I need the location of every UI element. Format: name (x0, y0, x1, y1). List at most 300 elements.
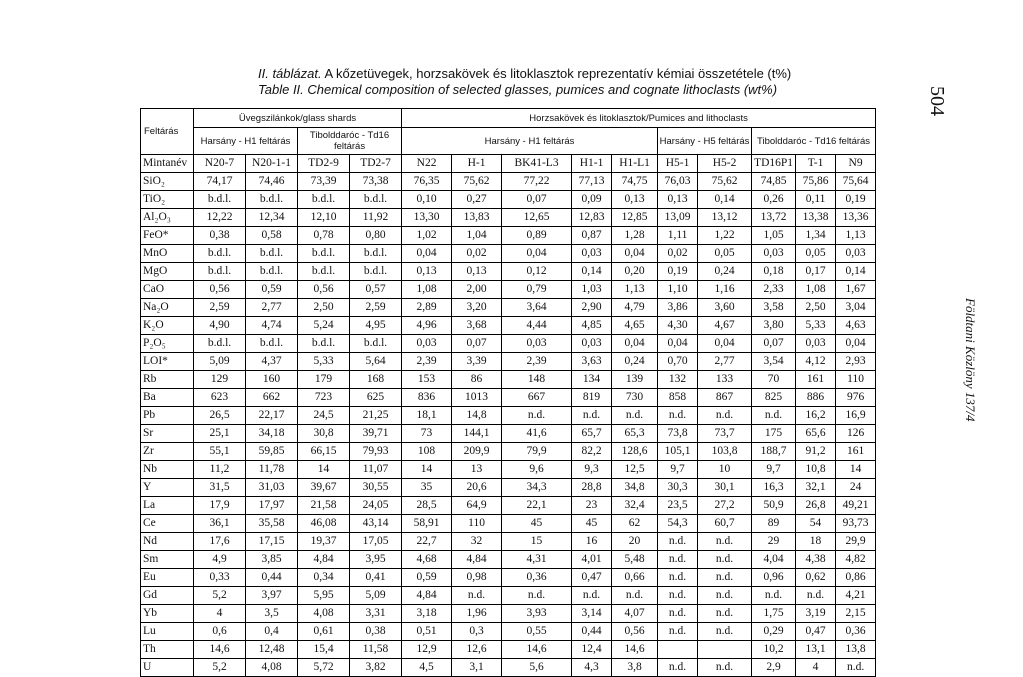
table-cell: 10,2 (752, 641, 796, 659)
table-cell: n.d. (698, 569, 752, 587)
row-label: Na₂O (141, 299, 194, 317)
table-cell: 3,80 (752, 317, 796, 335)
table-cell: 0,13 (658, 191, 698, 209)
table-cell: 12,83 (572, 209, 612, 227)
table-cell: 730 (612, 389, 658, 407)
sample-name-cell: BK41-L3 (502, 155, 572, 173)
table-cell: 0,33 (194, 569, 246, 587)
row-label: Ce (141, 515, 194, 533)
group-header-glass: Üvegszilánkok/glass shards (194, 109, 402, 128)
table-cell: 662 (246, 389, 298, 407)
row-label: MgO (141, 263, 194, 281)
table-cell: 0,04 (658, 335, 698, 353)
table-cell: 0,20 (612, 263, 658, 281)
table-cell: 4 (796, 659, 836, 677)
table-cell: 5,24 (298, 317, 350, 335)
table-cell: 105,1 (658, 443, 698, 461)
table-cell: 5,33 (796, 317, 836, 335)
table-cell: 0,38 (194, 227, 246, 245)
table-cell: 4,84 (402, 587, 452, 605)
locality-header: Harsány - H1 feltárás (402, 128, 658, 155)
table-row (141, 389, 876, 407)
table-cell: 73,7 (698, 425, 752, 443)
table-cell: b.d.l. (194, 335, 246, 353)
table-cell: 3,18 (402, 605, 452, 623)
table-cell: 2,50 (298, 299, 350, 317)
table-cell: 4,12 (796, 353, 836, 371)
table-cell: 2,93 (836, 353, 876, 371)
table-cell: 3,68 (452, 317, 502, 335)
table-row (141, 227, 876, 245)
row-label: Sm (141, 551, 194, 569)
table-cell: 34,18 (246, 425, 298, 443)
row-label: Lu (141, 623, 194, 641)
row-label: Nb (141, 461, 194, 479)
table-cell: 4,84 (452, 551, 502, 569)
table-cell: 77,22 (502, 173, 572, 191)
row-label: Nd (141, 533, 194, 551)
table-cell: 0,05 (698, 245, 752, 263)
table-cell: 26,5 (194, 407, 246, 425)
caption-english: Table II. Chemical composition of selected glasses, pumices and cognate lithoclasts (wt%) (258, 82, 778, 97)
row-label: Rb (141, 371, 194, 389)
table-cell: 1,08 (402, 281, 452, 299)
table-cell: 32,1 (796, 479, 836, 497)
table-cell: 12,4 (572, 641, 612, 659)
table-cell: 13,72 (752, 209, 796, 227)
table-cell: 0,51 (402, 623, 452, 641)
table-cell: 103,8 (698, 443, 752, 461)
table-cell: n.d. (752, 407, 796, 425)
table-cell: 9,6 (502, 461, 572, 479)
table-cell: b.d.l. (246, 191, 298, 209)
table-cell: 29,9 (836, 533, 876, 551)
table-cell: 13 (452, 461, 502, 479)
page-number: 504 (926, 86, 948, 116)
table-cell: 16,9 (836, 407, 876, 425)
table-cell: 74,46 (246, 173, 298, 191)
table-cell: 4,67 (698, 317, 752, 335)
table-cell: 2,90 (572, 299, 612, 317)
table-cell: 73 (402, 425, 452, 443)
table-caption (258, 66, 791, 98)
sample-name-cell: H1-1 (572, 155, 612, 173)
row-label: Y (141, 479, 194, 497)
table-cell: 73,8 (658, 425, 698, 443)
table-cell: 4,01 (572, 551, 612, 569)
table-cell: 110 (836, 371, 876, 389)
table-cell: 836 (402, 389, 452, 407)
table-cell: 13,12 (698, 209, 752, 227)
table-cell: 13,1 (796, 641, 836, 659)
table-cell: 5,48 (612, 551, 658, 569)
table-cell: n.d. (658, 533, 698, 551)
table-cell: 4,95 (350, 317, 402, 335)
table-cell: 82,2 (572, 443, 612, 461)
table-row (141, 587, 876, 605)
table-cell: 1,16 (698, 281, 752, 299)
table-cell: b.d.l. (350, 245, 402, 263)
row-label: Yb (141, 605, 194, 623)
table-cell: 168 (350, 371, 402, 389)
table-cell: 31,5 (194, 479, 246, 497)
table-cell: 58,91 (402, 515, 452, 533)
table-cell: 0,27 (452, 191, 502, 209)
table-cell: 4,63 (836, 317, 876, 335)
table-cell: 30,1 (698, 479, 752, 497)
caption-title-hu: A kőzetüvegek, horzsakövek és litoklasztok reprezentatív kémiai összetétele (t%) (321, 66, 792, 81)
table-cell: 0,36 (836, 623, 876, 641)
table-cell: 75,64 (836, 173, 876, 191)
table-cell: 30,8 (298, 425, 350, 443)
table-cell: 867 (698, 389, 752, 407)
table-cell: 153 (402, 371, 452, 389)
table-cell: 0,57 (350, 281, 402, 299)
table-cell: 3,5 (246, 605, 298, 623)
table-cell: 24 (836, 479, 876, 497)
table-row (141, 479, 876, 497)
table-cell: 3,85 (246, 551, 298, 569)
table-cell: 144,1 (452, 425, 502, 443)
table-cell: 1,34 (796, 227, 836, 245)
table-cell: 12,65 (502, 209, 572, 227)
table-cell: n.d. (658, 587, 698, 605)
table-cell: 34,8 (612, 479, 658, 497)
table-cell: 1,03 (572, 281, 612, 299)
table-cell: n.d. (658, 407, 698, 425)
table-row (141, 371, 876, 389)
table-cell: 4,65 (612, 317, 658, 335)
table-cell: 4,5 (402, 659, 452, 677)
journal-running-title: Földtani Közlöny 137/4 (963, 298, 978, 422)
table-cell (658, 641, 698, 659)
table-cell: n.d. (658, 623, 698, 641)
table-cell: 43,14 (350, 515, 402, 533)
table-cell: 0,6 (194, 623, 246, 641)
table-cell: 30,55 (350, 479, 402, 497)
table-cell: 14 (836, 461, 876, 479)
table-cell: 16,3 (752, 479, 796, 497)
row-label: P₂O₅ (141, 335, 194, 353)
table-row (141, 515, 876, 533)
table-cell: 2,33 (752, 281, 796, 299)
table-cell: b.d.l. (298, 245, 350, 263)
table-cell: 54 (796, 515, 836, 533)
table-row (141, 659, 876, 677)
table-cell: 17,9 (194, 497, 246, 515)
table-cell: 20,6 (452, 479, 502, 497)
table-cell: 16,2 (796, 407, 836, 425)
row-label: Eu (141, 569, 194, 587)
table-cell: 161 (796, 371, 836, 389)
table-cell: 3,54 (752, 353, 796, 371)
table-row (141, 317, 876, 335)
sample-name-cell: N20-7 (194, 155, 246, 173)
table-cell: 2,15 (836, 605, 876, 623)
row-label: Sr (141, 425, 194, 443)
row-label: SiO₂ (141, 173, 194, 191)
locality-header: Harsány - H5 feltárás (658, 128, 752, 155)
locality-header: Harsány - H1 feltárás (194, 128, 298, 155)
row-label: FeO* (141, 227, 194, 245)
sample-name-cell: T-1 (796, 155, 836, 173)
table-cell: 5,09 (350, 587, 402, 605)
group-header-pumice: Horzsakövek és litoklasztok/Pumices and lithoclasts (402, 109, 876, 128)
table-row (141, 173, 876, 191)
table-cell: 4,30 (658, 317, 698, 335)
row-label: La (141, 497, 194, 515)
table-cell: b.d.l. (246, 245, 298, 263)
table-cell: 65,6 (796, 425, 836, 443)
table-cell: 3,14 (572, 605, 612, 623)
table-cell: 3,82 (350, 659, 402, 677)
table-cell: 0,03 (502, 335, 572, 353)
table-cell: 5,64 (350, 353, 402, 371)
feltaras-label: Feltárás (141, 109, 194, 155)
table-cell: b.d.l. (194, 191, 246, 209)
table-cell: b.d.l. (350, 191, 402, 209)
table-cell: 86 (452, 371, 502, 389)
table-cell: 12,48 (246, 641, 298, 659)
sample-name-cell: TD2-7 (350, 155, 402, 173)
table-cell: 5,2 (194, 659, 246, 677)
table-cell: 0,70 (658, 353, 698, 371)
table-cell: 19,37 (298, 533, 350, 551)
locality-header: Tibolddaróc - Td16 feltárás (752, 128, 876, 155)
table-cell: 41,6 (502, 425, 572, 443)
table-cell: 110 (452, 515, 502, 533)
table-cell: 9,7 (752, 461, 796, 479)
table-cell: 15 (502, 533, 572, 551)
table-cell: 3,93 (502, 605, 572, 623)
table-cell: 73,39 (298, 173, 350, 191)
table-cell: 59,85 (246, 443, 298, 461)
table-cell: 1,28 (612, 227, 658, 245)
table-cell: 819 (572, 389, 612, 407)
table-cell: n.d. (752, 587, 796, 605)
table-cell: 20 (612, 533, 658, 551)
table-cell: 29 (752, 533, 796, 551)
table-cell: 0,78 (298, 227, 350, 245)
table-cell: 129 (194, 371, 246, 389)
table-cell: b.d.l. (350, 335, 402, 353)
table-cell: 32 (452, 533, 502, 551)
table-cell: 22,17 (246, 407, 298, 425)
table-cell: n.d. (572, 407, 612, 425)
table-cell: 0,10 (402, 191, 452, 209)
table-cell: 0,56 (612, 623, 658, 641)
table-cell (698, 641, 752, 659)
table-cell: 91,2 (796, 443, 836, 461)
table-cell: n.d. (658, 551, 698, 569)
table-cell: 5,72 (298, 659, 350, 677)
table-cell: 31,03 (246, 479, 298, 497)
table-cell: 108 (402, 443, 452, 461)
row-label: Ba (141, 389, 194, 407)
sample-name-row (141, 155, 876, 173)
table-cell: b.d.l. (298, 335, 350, 353)
table-cell: n.d. (698, 659, 752, 677)
table-cell: n.d. (658, 659, 698, 677)
table-cell: 3,64 (502, 299, 572, 317)
table-cell: 11,2 (194, 461, 246, 479)
composition-table (140, 108, 876, 677)
table-cell: 0,02 (452, 245, 502, 263)
table-cell: 0,62 (796, 569, 836, 587)
table-cell: 1,13 (612, 281, 658, 299)
header-locality-row (141, 128, 876, 155)
table-cell: 22,7 (402, 533, 452, 551)
table-row (141, 461, 876, 479)
table-cell: 0,34 (298, 569, 350, 587)
table-cell: 4,90 (194, 317, 246, 335)
table-cell: n.d. (658, 569, 698, 587)
table-cell: 17,05 (350, 533, 402, 551)
table-cell: 13,36 (836, 209, 876, 227)
table-cell: 0,59 (246, 281, 298, 299)
table-cell: 4,9 (194, 551, 246, 569)
table-row (141, 551, 876, 569)
table-cell: 73,38 (350, 173, 402, 191)
table-row (141, 407, 876, 425)
table-cell: 4,31 (502, 551, 572, 569)
table-cell: 2,39 (402, 353, 452, 371)
table-cell: 0,96 (752, 569, 796, 587)
row-label: CaO (141, 281, 194, 299)
table-cell: 25,1 (194, 425, 246, 443)
table-cell: 34,3 (502, 479, 572, 497)
header-group-row (141, 109, 876, 128)
table-cell: 46,08 (298, 515, 350, 533)
sample-name-cell: N22 (402, 155, 452, 173)
table-cell: 4,74 (246, 317, 298, 335)
table-cell: 0,13 (452, 263, 502, 281)
table-row (141, 533, 876, 551)
table-cell: 28,8 (572, 479, 612, 497)
table-cell: 5,95 (298, 587, 350, 605)
table-cell: 26,8 (796, 497, 836, 515)
table-cell: 0,80 (350, 227, 402, 245)
table-row (141, 245, 876, 263)
table-cell: 1,04 (452, 227, 502, 245)
table-cell: 0,13 (402, 263, 452, 281)
table-cell: n.d. (572, 587, 612, 605)
table-cell: 18,1 (402, 407, 452, 425)
table-cell: 65,3 (612, 425, 658, 443)
table-cell: 179 (298, 371, 350, 389)
table-cell: 0,12 (502, 263, 572, 281)
table-cell: 3,86 (658, 299, 698, 317)
table-cell: 1,75 (752, 605, 796, 623)
table-cell: n.d. (452, 587, 502, 605)
table-cell: 18 (796, 533, 836, 551)
table-cell: 75,62 (698, 173, 752, 191)
row-label: TiO₂ (141, 191, 194, 209)
table-cell: 39,67 (298, 479, 350, 497)
table-cell: 0,29 (752, 623, 796, 641)
table-cell: 12,10 (298, 209, 350, 227)
table-cell: 825 (752, 389, 796, 407)
row-label: LOI* (141, 353, 194, 371)
table-cell: 1,96 (452, 605, 502, 623)
table-cell: 13,83 (452, 209, 502, 227)
table-cell: 2,9 (752, 659, 796, 677)
table-cell: 2,77 (698, 353, 752, 371)
table-cell: 126 (836, 425, 876, 443)
table-cell: 128,6 (612, 443, 658, 461)
table-cell: 0,36 (502, 569, 572, 587)
table-cell: 0,56 (298, 281, 350, 299)
sample-name-cell: H5-2 (698, 155, 752, 173)
table-cell: 17,15 (246, 533, 298, 551)
sample-name-cell: H1-L1 (612, 155, 658, 173)
table-cell: 11,07 (350, 461, 402, 479)
row-label: K₂O (141, 317, 194, 335)
table-cell: 0,58 (246, 227, 298, 245)
table-cell: 49,21 (836, 497, 876, 515)
table-cell: 0,11 (796, 191, 836, 209)
table-cell: 30,3 (658, 479, 698, 497)
table-cell: 0,41 (350, 569, 402, 587)
table-cell: 0,24 (698, 263, 752, 281)
table-cell: 12,22 (194, 209, 246, 227)
table-cell: n.d. (796, 587, 836, 605)
table-cell: 0,04 (836, 335, 876, 353)
table-cell: 0,87 (572, 227, 612, 245)
table-cell: 625 (350, 389, 402, 407)
table-cell: 3,60 (698, 299, 752, 317)
table-cell: 13,30 (402, 209, 452, 227)
table-cell: 66,15 (298, 443, 350, 461)
table-cell: 12,6 (452, 641, 502, 659)
table-cell: 0,55 (502, 623, 572, 641)
table-row (141, 443, 876, 461)
table-cell: 4,08 (298, 605, 350, 623)
table-cell: 3,95 (350, 551, 402, 569)
table-cell: 12,5 (612, 461, 658, 479)
table-cell: 0,02 (658, 245, 698, 263)
table-cell: 11,58 (350, 641, 402, 659)
table-cell: 0,03 (402, 335, 452, 353)
table-cell: 0,24 (612, 353, 658, 371)
table-cell: 0,3 (452, 623, 502, 641)
sample-name-cell: H5-1 (658, 155, 698, 173)
table-cell: 89 (752, 515, 796, 533)
table-cell: 77,13 (572, 173, 612, 191)
table-cell: 54,3 (658, 515, 698, 533)
table-cell: 2,00 (452, 281, 502, 299)
table-row (141, 605, 876, 623)
table-cell: 0,19 (658, 263, 698, 281)
row-label: Gd (141, 587, 194, 605)
table-cell: 28,5 (402, 497, 452, 515)
table-cell: b.d.l. (350, 263, 402, 281)
row-label: Th (141, 641, 194, 659)
table-cell: 2,77 (246, 299, 298, 317)
table-cell: 1,13 (836, 227, 876, 245)
table-cell: b.d.l. (246, 263, 298, 281)
table-cell: 4,82 (836, 551, 876, 569)
table-cell: 0,03 (836, 245, 876, 263)
table-cell: 74,75 (612, 173, 658, 191)
table-cell: n.d. (698, 533, 752, 551)
table-cell: 3,04 (836, 299, 876, 317)
table-cell: 1,02 (402, 227, 452, 245)
table-cell: 35,58 (246, 515, 298, 533)
table-cell: 0,44 (572, 623, 612, 641)
table-cell: 13,38 (796, 209, 836, 227)
table-row (141, 623, 876, 641)
